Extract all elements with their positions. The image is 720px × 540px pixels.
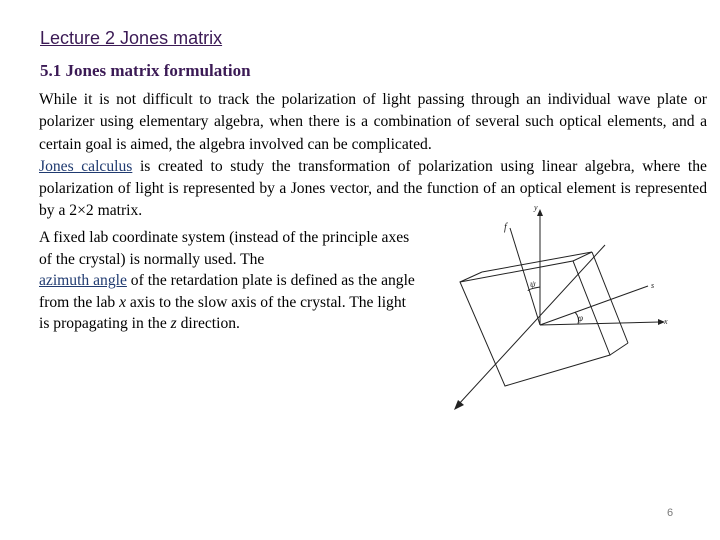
- s-axis-label: s: [651, 281, 655, 290]
- crystal-back-edge-side: [592, 252, 628, 343]
- phi-angle-label: φ: [578, 313, 583, 323]
- crystal-coordinate-diagram: [440, 200, 680, 420]
- slide-title: Lecture 2 Jones matrix: [40, 28, 223, 48]
- f-axis-label: f: [504, 222, 507, 233]
- y-axis-arrowhead: [537, 209, 543, 216]
- z-axis-arrowhead: [454, 400, 464, 410]
- x-axis-line: [540, 322, 660, 325]
- page-number: 6: [667, 507, 674, 519]
- crystal-back-edge-left: [460, 272, 482, 282]
- intro-text-lead: While it is not difficult to track the polarization of light passing through an individual wave plate or polarizer using elementary algebra, when there is a combination of several such optical elements, and a certain goal is aimed, the algebra involved can be complicated.: [39, 91, 707, 153]
- jones-calculus-term: Jones calculus: [39, 157, 133, 175]
- coordinate-text-part3: axis to the slow axis of the crystal. The light is propagating in the: [39, 293, 406, 333]
- x-variable: x: [119, 293, 127, 311]
- x-axis-label: x: [664, 317, 668, 326]
- coordinate-paragraph: [39, 227, 417, 335]
- intro-text-rest: is created to study the transformation of polarization using linear algebra, where the polarization of light is represented by a Jones vector, and the function of an optical element is represented by a 2×2 matrix.: [39, 157, 707, 220]
- slow-axis-line: [540, 286, 648, 325]
- coordinate-text-part1: A fixed lab coordinate system (instead of the principle axes of the crystal) is normally used. The: [39, 229, 410, 268]
- section-heading: 5.1 Jones matrix formulation: [40, 61, 251, 80]
- coordinate-text-part4: direction.: [176, 315, 240, 333]
- y-axis-label: y: [534, 203, 538, 212]
- coordinate-text-part2: of the retardation plate is defined as the angle from the lab: [39, 272, 415, 311]
- crystal-back-edge-bottom: [610, 343, 628, 355]
- azimuth-angle-term: azimuth angle: [39, 272, 127, 290]
- psi-angle-label: ψ: [530, 279, 536, 289]
- z-variable: z: [170, 315, 177, 333]
- crystal-back-edge-topleft: [482, 252, 592, 272]
- fast-axis-line: [510, 228, 540, 325]
